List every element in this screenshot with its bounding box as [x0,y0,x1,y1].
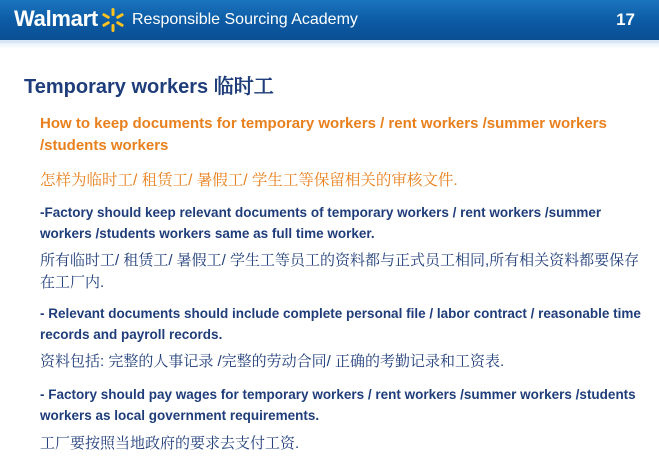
point-3-english: - Factory should pay wages for temporary workers / rent workers /summer workers /students workers as local government requirements. [40,387,636,423]
point-2-chinese: 资料包括: 完整的人事记录 /完整的劳动合同/ 正确的考勤记录和工资表. [40,353,505,370]
walmart-logo-text: Walmart [14,6,98,31]
point-1-english: -Factory should keep relevant documents of temporary workers / rent workers /summer workers /students workers same as full time worker. [40,205,602,241]
subtitle-english: How to keep documents for temporary workers / rent workers /summer workers /students workers [40,115,607,154]
point-2-english: - Relevant documents should include complete personal file / labor contract / reasonable time records and payroll records. [40,306,641,342]
subtitle-chinese: 怎样为临时工/ 租赁工/ 暑假工/ 学生工等保留相关的审核文件. [40,172,458,189]
slide-title: Temporary workers 临时工 [24,76,274,98]
slide-header [0,0,659,43]
header-divider [0,43,659,49]
point-3-chinese: 工厂要按照当地政府的要求去支付工资. [40,435,300,452]
academy-name: Responsible Sourcing Academy [132,11,358,28]
page-number: 17 [616,10,635,29]
point-1-chinese: 所有临时工/ 租赁工/ 暑假工/ 学生工等员工的资料都与正式员工相同,所有相关资料都要保存在工厂内. [40,252,640,291]
walmart-spark-icon [100,7,126,33]
